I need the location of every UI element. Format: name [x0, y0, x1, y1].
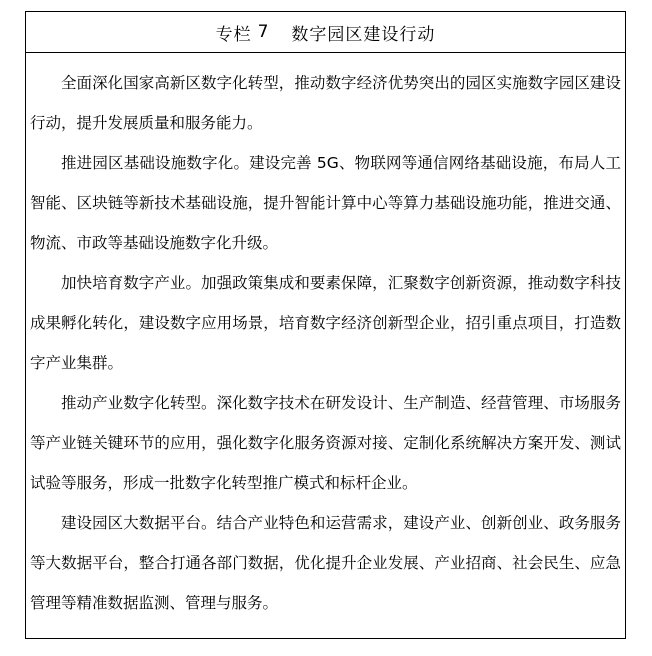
paragraph-infrastructure: 推进园区基础设施数字化。建设完善 5G、物联网等通信网络基础设施，布局人工智能、区块链等新技术基础设施，提升智能计算中心等算力基础设施功能，推进交通、物流、市政等基础设施数字化升级。: [30, 154, 621, 252]
column-body: [26, 53, 625, 623]
paragraph-industrial-transformation: 推动产业数字化转型。深化数字技术在研发设计、生产制造、经营管理、市场服务等产业链关键环节的应用，强化数字化服务资源对接、定制化系统解决方案开发、测试试验等服务，形成一批数字化转型推广模式和标杆企业。: [30, 394, 621, 492]
column-title-prefix: 专栏: [215, 24, 252, 45]
paragraph-digital-industry: 加快培育数字产业。加强政策集成和要素保障，汇聚数字创新资源，推动数字科技成果孵化转化，建设数字应用场景，培育数字经济创新型企业，招引重点项目，打造数字产业集群。: [30, 274, 621, 372]
column-title-text: 数字园区建设行动: [291, 24, 436, 45]
column-title-number: 7: [257, 22, 270, 42]
paragraph-big-data-platform: 建设园区大数据平台。结合产业特色和运营需求，建设产业、创新创业、政务服务等大数据平台，整合打通各部门数据，优化提升企业发展、产业招商、社会民生、应急管理等精准数据监测、管理与服务。: [30, 514, 621, 612]
column-box: [25, 11, 626, 639]
paragraph-intro: 全面深化国家高新区数字化转型，推动数字经济优势突出的园区实施数字园区建设行动，提升发展质量和服务能力。: [30, 74, 621, 132]
column-title: [26, 12, 625, 53]
